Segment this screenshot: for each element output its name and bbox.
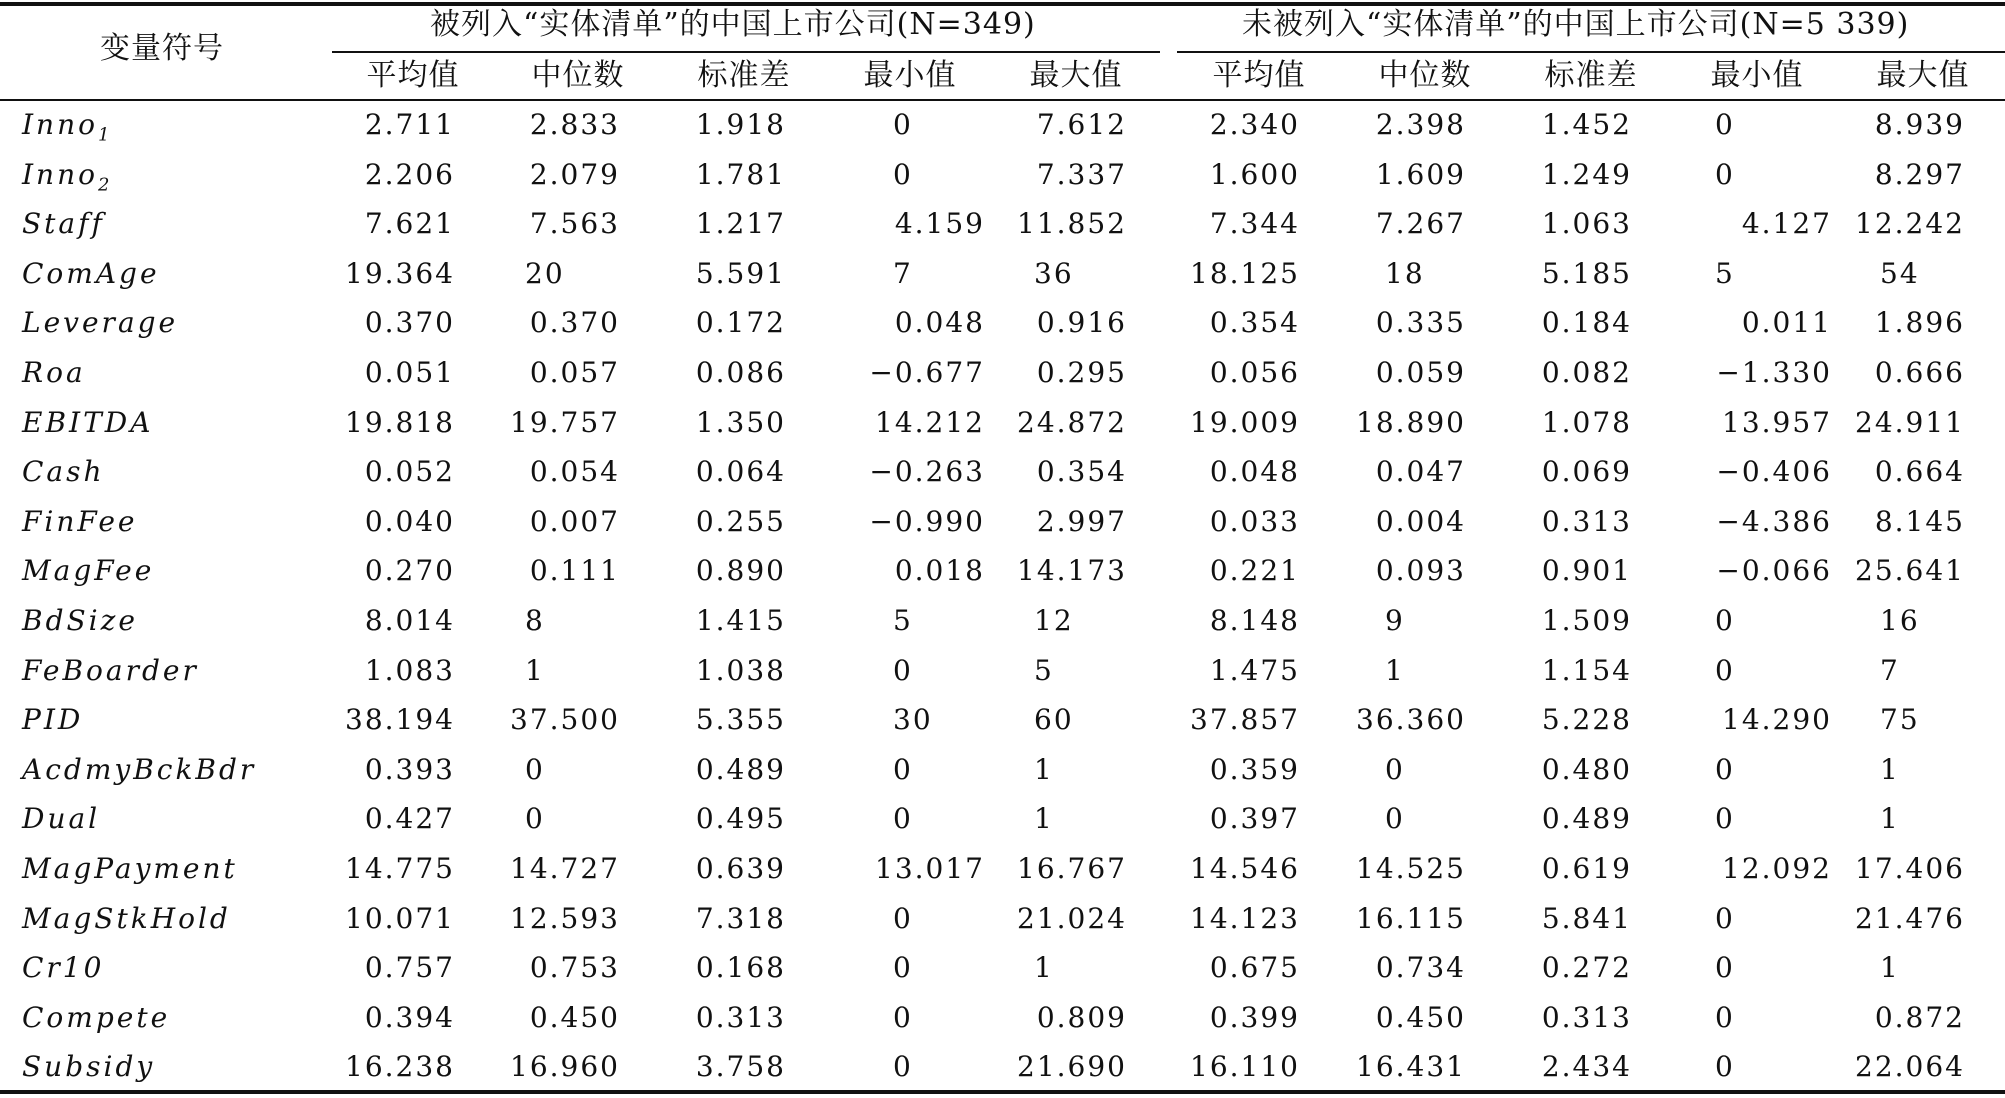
column-header: 中位数: [1378, 58, 1472, 93]
table-cell: 9: [1385, 604, 1405, 637]
table-cell: 16.960: [510, 1050, 620, 1084]
table-cell: 16.110: [1190, 1050, 1300, 1084]
table-cell: 1: [1034, 802, 1054, 836]
table-cell: 0.033: [1209, 504, 1300, 538]
table-cell: 0.184: [1541, 306, 1632, 340]
table-cell: 2.340: [1209, 108, 1300, 141]
table-cell: 0.495: [695, 802, 786, 836]
variable-label: [22, 993, 170, 1043]
table-cell: 0.427: [364, 802, 455, 836]
table-cell: 10.071: [345, 901, 455, 935]
table-cell: 8.148: [1209, 604, 1300, 637]
table-cell: 8.145: [1874, 504, 1965, 538]
table-cell: 12.242: [1855, 207, 1965, 241]
table-cell: 0: [1715, 653, 1735, 687]
table-cell: 0: [893, 653, 913, 687]
variable-label: [22, 646, 199, 696]
variable-name: Cr10: [22, 951, 105, 985]
table-cell: 19.009: [1190, 405, 1300, 439]
table-cell: 0: [893, 108, 913, 141]
table-cell: 5.841: [1541, 901, 1632, 935]
table-cell: 0: [893, 802, 913, 836]
table-cell: 1: [1034, 752, 1054, 786]
table-cell: 37.857: [1190, 703, 1300, 737]
variable-name: Staff: [22, 207, 105, 241]
table-cell: 37.500: [510, 703, 620, 737]
table-cell: 1.609: [1375, 157, 1466, 191]
table-cell: 3.758: [695, 1050, 786, 1084]
table-cell: 13.957: [1722, 405, 1832, 439]
table-cell: 4.127: [1741, 207, 1832, 241]
table-cell: 8: [525, 604, 545, 637]
table-cell: 1.509: [1541, 604, 1632, 637]
variable-label: [22, 745, 256, 795]
column-header: 最大值: [1029, 58, 1123, 93]
column-header: 最小值: [863, 58, 957, 93]
table-cell: 25.641: [1855, 554, 1965, 588]
table-cell: −0.066: [1716, 554, 1832, 588]
table-cell: 0.069: [1541, 455, 1632, 489]
table-cell: 5: [1034, 653, 1054, 687]
table-cell: 0.450: [1375, 1000, 1466, 1034]
table-cell: 14.546: [1190, 852, 1300, 885]
table-cell: 7: [1880, 653, 1900, 687]
variable-label: [22, 1042, 155, 1092]
table-cell: 14.290: [1722, 703, 1832, 737]
table-cell: 0.489: [1541, 802, 1632, 836]
table-cell: 1.038: [695, 653, 786, 687]
table-cell: 1.249: [1541, 157, 1632, 191]
variable-name: EBITDA: [22, 405, 154, 439]
table-cell: 8.014: [364, 604, 455, 637]
table-cell: 4.159: [894, 207, 985, 241]
table-cell: 7: [893, 256, 913, 290]
table-cell: 0.051: [364, 356, 455, 389]
variable-subscript: 2: [97, 174, 113, 196]
table-cell: 0: [893, 951, 913, 985]
table-cell: 7.337: [1036, 157, 1127, 191]
table-cell: 5: [1715, 256, 1735, 290]
table-cell: −1.330: [1716, 356, 1832, 389]
variable-label: [22, 100, 112, 150]
table-cell: 2.398: [1375, 108, 1466, 141]
table-cell: 16.767: [1017, 852, 1127, 885]
table-cell: 7.563: [529, 207, 620, 241]
table-cell: 21.690: [1017, 1050, 1127, 1084]
table-cell: 14.525: [1356, 852, 1466, 885]
variable-name: MagFee: [22, 554, 155, 588]
table-cell: 0.272: [1541, 951, 1632, 985]
column-header: 平均值: [1212, 58, 1306, 93]
variable-label: [22, 596, 138, 646]
table-cell: 0.394: [364, 1000, 455, 1034]
table-cell: 0.370: [364, 306, 455, 340]
table-cell: 12.092: [1722, 852, 1832, 885]
variable-name: AcdmyBckBdr: [22, 752, 257, 786]
variable-name: Inno: [22, 157, 98, 191]
table-cell: 17.406: [1855, 852, 1965, 885]
table-cell: 0: [893, 1000, 913, 1034]
table-cell: 0.082: [1541, 356, 1632, 389]
table-cell: 0.064: [695, 455, 786, 489]
table-cell: 1.918: [695, 108, 786, 141]
table-cell: 0.753: [529, 951, 620, 985]
table-cell: 1.078: [1541, 405, 1632, 439]
table-cell: 0.872: [1874, 1000, 1965, 1034]
table-cell: 0: [1715, 901, 1735, 935]
table-cell: 24.872: [1017, 405, 1127, 439]
table-cell: 12.593: [510, 901, 620, 935]
table-cell: 1.154: [1541, 653, 1632, 687]
table-cell: 0.354: [1036, 455, 1127, 489]
table-cell: 0.018: [894, 554, 985, 588]
table-cell: 0.054: [529, 455, 620, 489]
table-cell: 7.318: [695, 901, 786, 935]
table-cell: 0.057: [529, 356, 620, 389]
stub-header: 变量符号: [100, 31, 224, 66]
table-cell: 2.206: [364, 157, 455, 191]
table-cell: 0: [893, 901, 913, 935]
table-cell: 1: [1880, 752, 1900, 786]
table-cell: 0.399: [1209, 1000, 1300, 1034]
table-cell: 16.238: [345, 1050, 455, 1084]
column-header: 平均值: [366, 58, 460, 93]
table-cell: 1.452: [1541, 108, 1632, 141]
table-cell: 19.757: [510, 405, 620, 439]
variable-label: [22, 150, 112, 200]
table-cell: 18.890: [1356, 405, 1466, 439]
variable-label: [22, 298, 178, 348]
table-cell: 0.040: [364, 504, 455, 538]
table-cell: 0: [525, 802, 545, 836]
table-cell: 0.004: [1375, 504, 1466, 538]
table-cell: 1.600: [1209, 157, 1300, 191]
table-cell: 8.297: [1874, 157, 1965, 191]
variable-subscript: 1: [97, 124, 113, 146]
table-cell: 0.901: [1541, 554, 1632, 588]
table-cell: 2.711: [364, 108, 455, 141]
table-cell: 22.064: [1855, 1050, 1965, 1084]
table-cell: 0.664: [1874, 455, 1965, 489]
table-cell: 0.086: [695, 356, 786, 389]
table-cell: 0: [893, 1050, 913, 1084]
table-cell: 54: [1880, 256, 1920, 290]
table-cell: 0.809: [1036, 1000, 1127, 1034]
variable-name: Compete: [22, 1000, 171, 1034]
table-cell: −4.386: [1716, 504, 1832, 538]
column-header: 标准差: [697, 58, 791, 93]
table-cell: 1.063: [1541, 207, 1632, 241]
table-cell: 0.313: [695, 1000, 786, 1034]
table-cell: 0.397: [1209, 802, 1300, 836]
table-cell: 0: [1715, 802, 1735, 836]
table-cell: 0.056: [1209, 356, 1300, 389]
variable-label: [22, 348, 86, 398]
table-cell: 60: [1034, 703, 1074, 737]
table-cell: 14.775: [345, 852, 455, 885]
table-cell: 0.313: [1541, 1000, 1632, 1034]
table-cell: 21.024: [1017, 901, 1127, 935]
table-cell: 1.475: [1209, 653, 1300, 687]
variable-label: [22, 894, 231, 944]
table-cell: 0.255: [695, 504, 786, 538]
table-cell: 75: [1880, 703, 1920, 737]
table-cell: 0: [1715, 1000, 1735, 1034]
table-cell: 0: [1385, 802, 1405, 836]
table-cell: 0.048: [894, 306, 985, 340]
table-cell: 0.757: [364, 951, 455, 985]
table-cell: 0.370: [529, 306, 620, 340]
table-cell: 0: [893, 157, 913, 191]
table-cell: 0: [1715, 1050, 1735, 1084]
table-cell: 18.125: [1190, 256, 1300, 290]
table-cell: 1: [1034, 951, 1054, 985]
table-cell: 1.350: [695, 405, 786, 439]
variable-name: Leverage: [22, 306, 179, 340]
table-cell: 0.221: [1209, 554, 1300, 588]
variable-name: Subsidy: [22, 1050, 156, 1084]
table-cell: 36: [1034, 256, 1074, 290]
table-cell: 18: [1385, 256, 1425, 290]
table-cell: 30: [893, 703, 933, 737]
table-cell: 11.852: [1017, 207, 1127, 241]
table-cell: 0.359: [1209, 752, 1300, 786]
table-cell: 1: [1385, 653, 1405, 687]
variable-name: BdSize: [22, 604, 138, 637]
table-cell: 0.639: [695, 852, 786, 885]
table-cell: 0: [1715, 752, 1735, 786]
table-cell: 0.890: [695, 554, 786, 588]
table-cell: 14.727: [510, 852, 620, 885]
table-cell: 0.011: [1741, 306, 1832, 340]
variable-name: Roa: [22, 356, 86, 389]
variable-label: [22, 546, 154, 596]
table-cell: 0.450: [529, 1000, 620, 1034]
table-cell: 14.123: [1190, 901, 1300, 935]
table-cell: 0.048: [1209, 455, 1300, 489]
table-cell: 0.168: [695, 951, 786, 985]
table-cell: −0.263: [869, 455, 985, 489]
table-cell: 0: [1385, 752, 1405, 786]
variable-name: Inno: [22, 108, 98, 141]
table-cell: 1.781: [695, 157, 786, 191]
variable-label: [22, 447, 105, 497]
table-cell: 5.185: [1541, 256, 1632, 290]
table-cell: 38.194: [345, 703, 455, 737]
table-cell: 16: [1880, 604, 1920, 637]
column-header: 最小值: [1710, 58, 1804, 93]
table-cell: 1.415: [695, 604, 786, 637]
table-cell: 7.612: [1036, 108, 1127, 141]
table-cell: 16.431: [1356, 1050, 1466, 1084]
table-cell: 1: [525, 653, 545, 687]
table-cell: 2.079: [529, 157, 620, 191]
table-cell: 0.270: [364, 554, 455, 588]
table-cell: 0.295: [1036, 356, 1127, 389]
variable-label: [22, 844, 238, 894]
variable-name: Dual: [22, 802, 101, 836]
table-cell: 14.173: [1017, 554, 1127, 588]
table-cell: 1.217: [695, 207, 786, 241]
table-cell: 5.591: [695, 256, 786, 290]
table-cell: −0.406: [1716, 455, 1832, 489]
variable-name: FeBoarder: [22, 653, 199, 687]
table-cell: 0.666: [1874, 356, 1965, 389]
table-cell: 0.619: [1541, 852, 1632, 885]
variable-name: ComAge: [22, 256, 160, 290]
table-cell: 0.354: [1209, 306, 1300, 340]
table-cell: 0.047: [1375, 455, 1466, 489]
table-cell: 0.675: [1209, 951, 1300, 985]
table-cell: 0.335: [1375, 306, 1466, 340]
table-cell: 0: [1715, 157, 1735, 191]
table-cell: 16.115: [1356, 901, 1466, 935]
table-cell: 0.093: [1375, 554, 1466, 588]
table-cell: 8.939: [1874, 108, 1965, 141]
table-cell: 2.833: [529, 108, 620, 141]
column-header: 中位数: [531, 58, 625, 93]
table-cell: 0.313: [1541, 504, 1632, 538]
variable-label: [22, 398, 153, 448]
table-cell: 0.393: [364, 752, 455, 786]
column-header: 标准差: [1544, 58, 1638, 93]
variable-name: MagStkHold: [22, 901, 231, 935]
variable-name: MagPayment: [22, 852, 238, 885]
table-cell: 0: [525, 752, 545, 786]
table-cell: 7.267: [1375, 207, 1466, 241]
table-cell: 0: [1715, 108, 1735, 141]
table-cell: 0.489: [695, 752, 786, 786]
table-cell: −0.677: [869, 356, 985, 389]
table-cell: 1.083: [364, 653, 455, 687]
table-cell: 0: [893, 752, 913, 786]
variable-name: FinFee: [22, 504, 138, 538]
table-cell: 0.734: [1375, 951, 1466, 985]
variable-label: [22, 695, 83, 745]
table-cell: 12: [1034, 604, 1074, 637]
table-cell: 19.818: [345, 405, 455, 439]
table-cell: 36.360: [1356, 703, 1466, 737]
column-header: 最大值: [1876, 58, 1970, 93]
table-cell: 2.434: [1541, 1050, 1632, 1084]
table-cell: −0.990: [869, 504, 985, 538]
table-cell: 0.007: [529, 504, 620, 538]
table-cell: 7.621: [364, 207, 455, 241]
table-cell: 19.364: [345, 256, 455, 290]
table-cell: 5.228: [1541, 703, 1632, 737]
variable-name: PID: [22, 703, 84, 737]
table-cell: 14.212: [875, 405, 985, 439]
table-cell: 13.017: [875, 852, 985, 885]
table-bottom-rule: [0, 1090, 2005, 1094]
variable-label: [22, 794, 100, 844]
table-cell: 0: [1715, 604, 1735, 637]
table-cell: 21.476: [1855, 901, 1965, 935]
table-cell: 20: [525, 256, 565, 290]
table-cell: 1: [1880, 951, 1900, 985]
variable-label: [22, 199, 105, 249]
table-cell: 0.059: [1375, 356, 1466, 389]
table-cell: 7.344: [1209, 207, 1300, 241]
table-cell: 1: [1880, 802, 1900, 836]
table-cell: 1.896: [1874, 306, 1965, 340]
variable-label: [22, 497, 137, 547]
table-cell: 2.997: [1036, 504, 1127, 538]
table-cell: 0.480: [1541, 752, 1632, 786]
table-cell: 0: [1715, 951, 1735, 985]
group-header-unlisted: 未被列入“实体清单”的中国上市公司(N=5 339): [1242, 7, 1910, 42]
table-cell: 0.916: [1036, 306, 1127, 340]
table-cell: 24.911: [1855, 405, 1965, 439]
table-cell: 0.052: [364, 455, 455, 489]
table-cell: 5.355: [695, 703, 786, 737]
table-cell: 0.172: [695, 306, 786, 340]
variable-label: [22, 943, 104, 993]
table-cell: 5: [893, 604, 913, 637]
table-cell: 0.111: [529, 554, 620, 588]
variable-label: [22, 249, 160, 299]
variable-name: Cash: [22, 455, 105, 489]
group-header-listed: 被列入“实体清单”的中国上市公司(N=349): [430, 7, 1036, 42]
